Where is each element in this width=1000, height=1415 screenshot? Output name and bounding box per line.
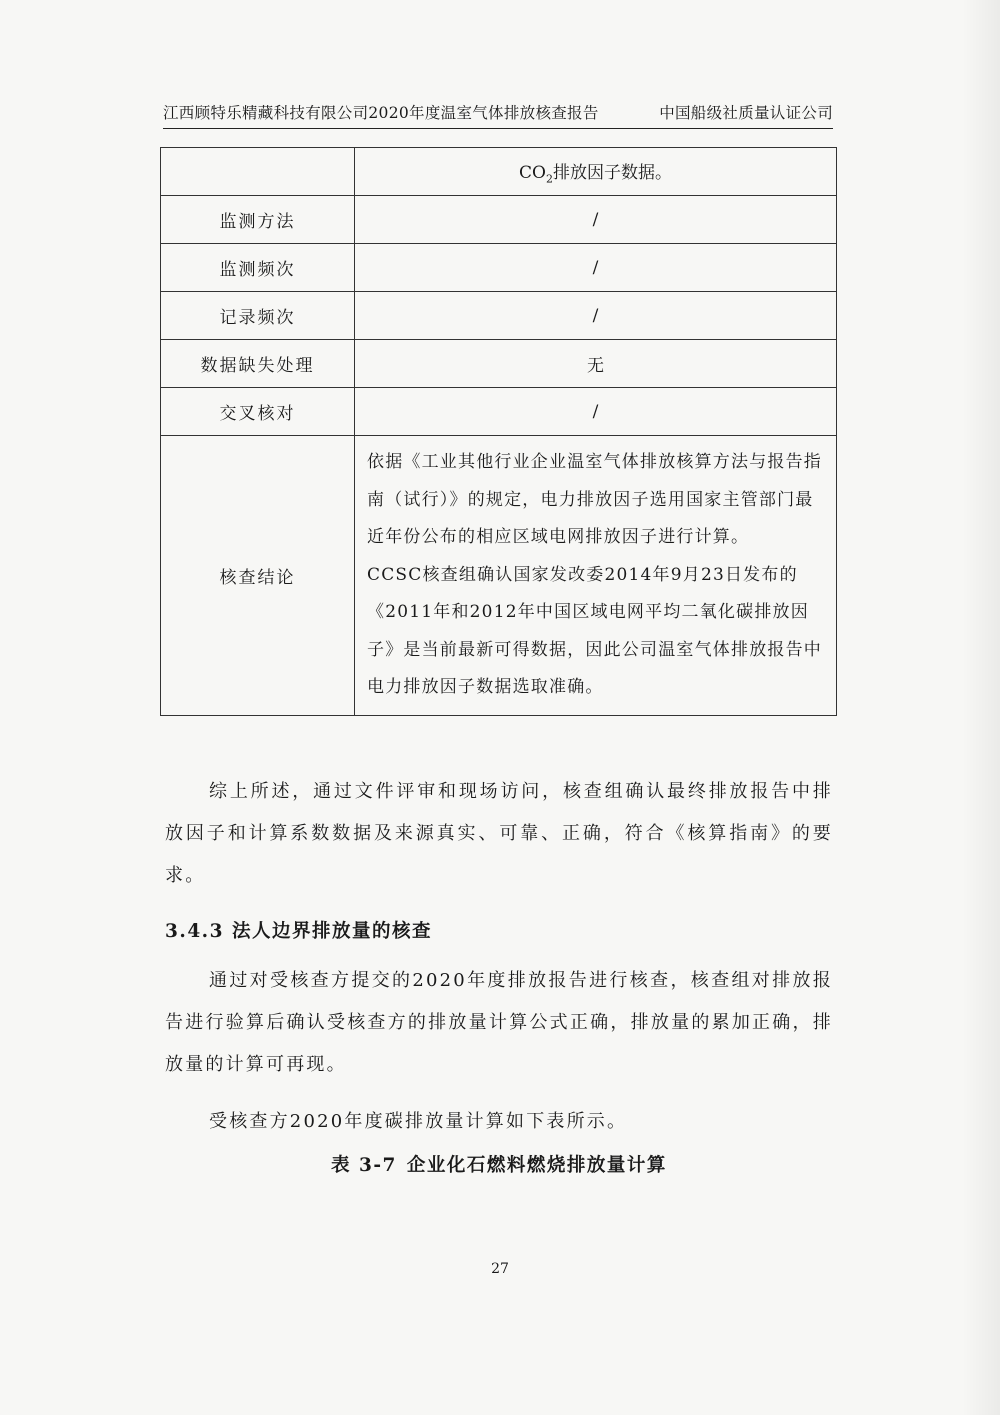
conclusion-paragraph: CCSC核查组确认国家发改委2014年9月23日发布的《2011年和2012年中国区域电网平均二氧化碳排放因子》是当前最新可得数据，因此公司温室气体排放报告中电力排放因子数据选取准确。 <box>367 564 822 697</box>
summary-paragraph: 综上所述，通过文件评审和现场访问，核查组确认最终排放报告中排放因子和计算系数数据及来源真实、可靠、正确，符合《核算指南》的要求。 <box>165 781 833 886</box>
table-row-missing-data <box>161 340 837 388</box>
table-row-recording-frequency <box>161 292 837 340</box>
table-row-monitoring-frequency <box>161 244 837 292</box>
table-caption <box>165 1151 833 1177</box>
table-label-cell: 核查结论 <box>161 436 355 716</box>
section-title: 法人边界排放量的核查 <box>232 921 433 942</box>
verification-table <box>160 147 837 716</box>
table-value-cell: / <box>355 292 837 340</box>
conclusion-paragraph: 依据《工业其他行业企业温室气体排放核算方法与报告指南（试行）》的规定，电力排放因子选用国家主管部门最近年份公布的相应区域电网排放因子进行计算。 <box>367 452 822 547</box>
table-row-monitoring-method <box>161 196 837 244</box>
table-label-cell <box>161 148 355 196</box>
header-report-title: 江西顾特乐精藏科技有限公司2020年度温室气体排放核查报告 <box>163 104 599 122</box>
section-number: 3.4.3 <box>165 921 224 942</box>
table-label-cell: 记录频次 <box>161 292 355 340</box>
table-label-cell: 监测方法 <box>161 196 355 244</box>
table-label-cell: 交叉核对 <box>161 388 355 436</box>
table-label-cell: 数据缺失处理 <box>161 340 355 388</box>
table-label-cell: 监测频次 <box>161 244 355 292</box>
table-row-cross-check <box>161 388 837 436</box>
conclusion-cell <box>355 436 837 716</box>
table-row <box>161 148 837 196</box>
table-value-cell: $CO_2$排放因子数据。 <box>355 148 837 196</box>
table-row-conclusion <box>161 436 837 716</box>
page-number: 27 <box>491 1261 509 1277</box>
body-paragraph: 受核查方2020年度碳排放量计算如下表所示。 <box>209 1111 628 1132</box>
scan-edge-shadow <box>962 0 1000 1415</box>
table-caption-title: 企业化石燃料燃烧排放量计算 <box>406 1155 667 1176</box>
header-organization: 中国船级社质量认证公司 <box>659 104 833 122</box>
body-paragraph: 通过对受核查方提交的2020年度排放报告进行核查，核查组对排放报告进行验算后确认受核查方的排放量计算公式正确，排放量的累加正确，排放量的计算可再现。 <box>165 970 833 1075</box>
table-value-cell: / <box>355 388 837 436</box>
table-value-cell: / <box>355 196 837 244</box>
table-value-cell: 无 <box>355 340 837 388</box>
section-heading <box>165 917 432 943</box>
table-caption-number: 表 3-7 <box>331 1155 397 1176</box>
page-header <box>163 101 833 129</box>
table-value-cell: / <box>355 244 837 292</box>
